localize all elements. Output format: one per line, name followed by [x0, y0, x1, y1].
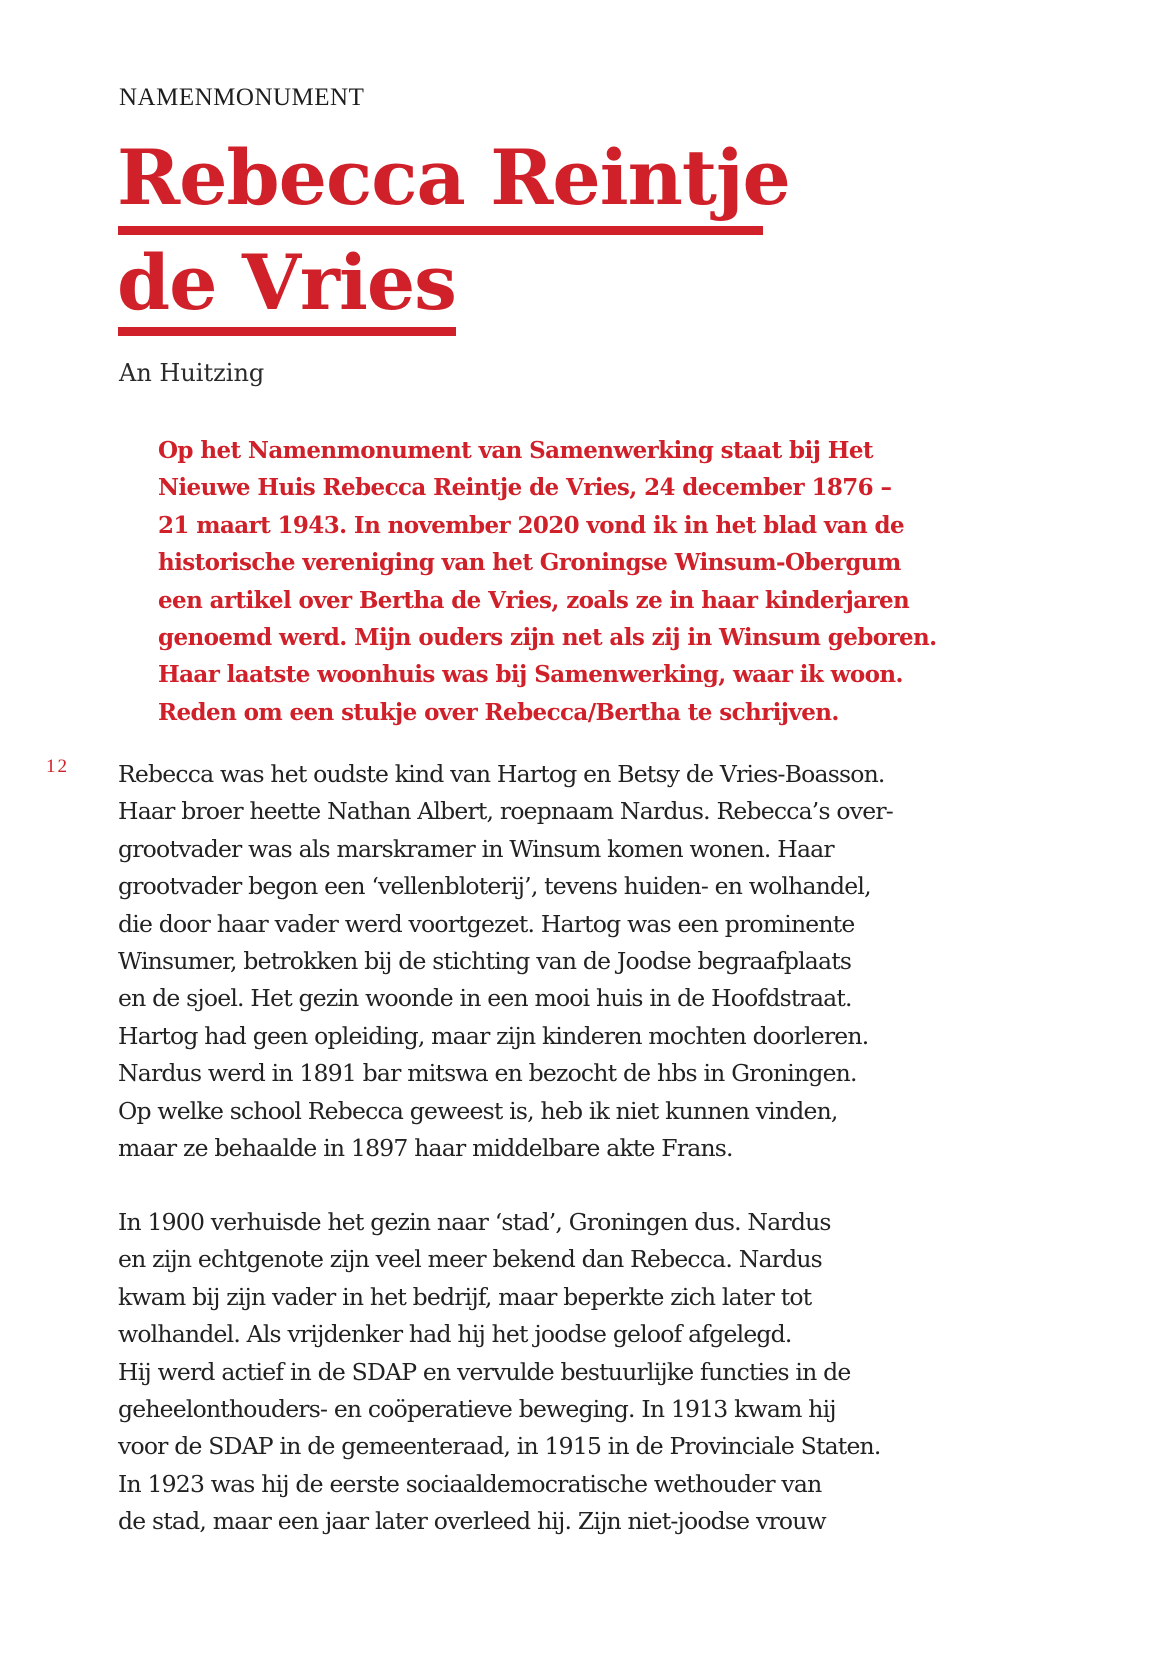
- title-underline-1: [118, 226, 763, 235]
- intro-line: historische vereniging van het Groningse Winsum-Obergum: [158, 549, 901, 577]
- intro-line: Haar laatste woonhuis was bij Samenwerking, waar ik woon.: [158, 661, 903, 689]
- body-line: geheelonthouders- en coöperatieve beweging. In 1913 kwam hij: [118, 1395, 836, 1424]
- body-line: Rebecca was het oudste kind van Hartog en Betsy de Vries-Boasson.: [118, 760, 885, 788]
- body-line: In 1923 was hij de eerste sociaaldemocratische wethouder van: [118, 1469, 822, 1498]
- body-line: grootvader was als marskramer in Winsum komen wonen. Haar: [118, 834, 834, 863]
- intro-line: Reden om een stukje over Rebecca/Bertha te schrijven.: [158, 698, 839, 726]
- body-line: Op welke school Rebecca geweest is, heb ik niet kunnen vinden,: [118, 1096, 838, 1125]
- title-underline-2: [118, 327, 456, 336]
- body-line: In 1900 verhuisde het gezin naar ‘stad’, Groningen dus. Nardus: [118, 1208, 831, 1236]
- intro-line: 21 maart 1943. In november 2020 vond ik in het blad van de: [158, 511, 905, 539]
- intro-line: een artikel over Bertha de Vries, zoals ze in haar kinderjaren: [158, 586, 910, 614]
- body-line: wolhandel. Als vrijdenker had hij het joodse geloof afgelegd.: [118, 1320, 792, 1349]
- body-line: Nardus werd in 1891 bar mitswa en bezocht de hbs in Groningen.: [118, 1059, 857, 1088]
- body-line: kwam bij zijn vader in het bedrijf, maar beperkte zich later tot: [118, 1282, 812, 1311]
- intro-line: Op het Namenmonument van Samenwerking staat bij Het: [158, 437, 873, 464]
- author-byline: An Huitzing: [119, 359, 265, 387]
- body-line: Winsumer, betrokken bij de stichting van de Joodse begraafplaats: [118, 947, 852, 976]
- body-line: maar ze behaalde in 1897 haar middelbare akte Frans.: [118, 1134, 733, 1163]
- article-title-line-1: Rebecca Reintje: [117, 133, 790, 222]
- page-number: 12: [46, 756, 69, 777]
- body-line: en de sjoel. Het gezin woonde in een mooi huis in de Hoofdstraat.: [118, 984, 852, 1013]
- body-line: Haar broer heette Nathan Albert, roepnaam Nardus. Rebecca’s over-: [118, 797, 893, 826]
- body-line: en zijn echtgenote zijn veel meer bekend dan Rebecca. Nardus: [118, 1245, 822, 1274]
- body-paragraph-2: [118, 1204, 1018, 1541]
- body-line: Hij werd actief in de SDAP en vervulde bestuurlijke functies in de: [118, 1357, 851, 1386]
- body-line: Hartog had geen opleiding, maar zijn kinderen mochten doorleren.: [118, 1021, 869, 1050]
- body-line: de stad, maar een jaar later overleed hij. Zijn niet-joodse vrouw: [118, 1507, 826, 1536]
- intro-lead-paragraph: [158, 432, 1018, 731]
- section-kicker: NAMENMONUMENT: [119, 84, 365, 111]
- body-line: grootvader begon een ‘vellenbloterij’, tevens huiden- en wolhandel,: [118, 872, 871, 901]
- article-title-line-2: de Vries: [117, 238, 456, 327]
- body-line: voor de SDAP in de gemeenteraad, in 1915 in de Provinciale Staten.: [118, 1432, 881, 1461]
- body-line: die door haar vader werd voortgezet. Hartog was een prominente: [118, 909, 855, 938]
- intro-line: genoemd werd. Mijn ouders zijn net als zij in Winsum geboren.: [158, 624, 937, 652]
- body-paragraph-1: [118, 756, 1018, 1167]
- intro-line: Nieuwe Huis Rebecca Reintje de Vries, 24 december 1876 –: [158, 474, 892, 502]
